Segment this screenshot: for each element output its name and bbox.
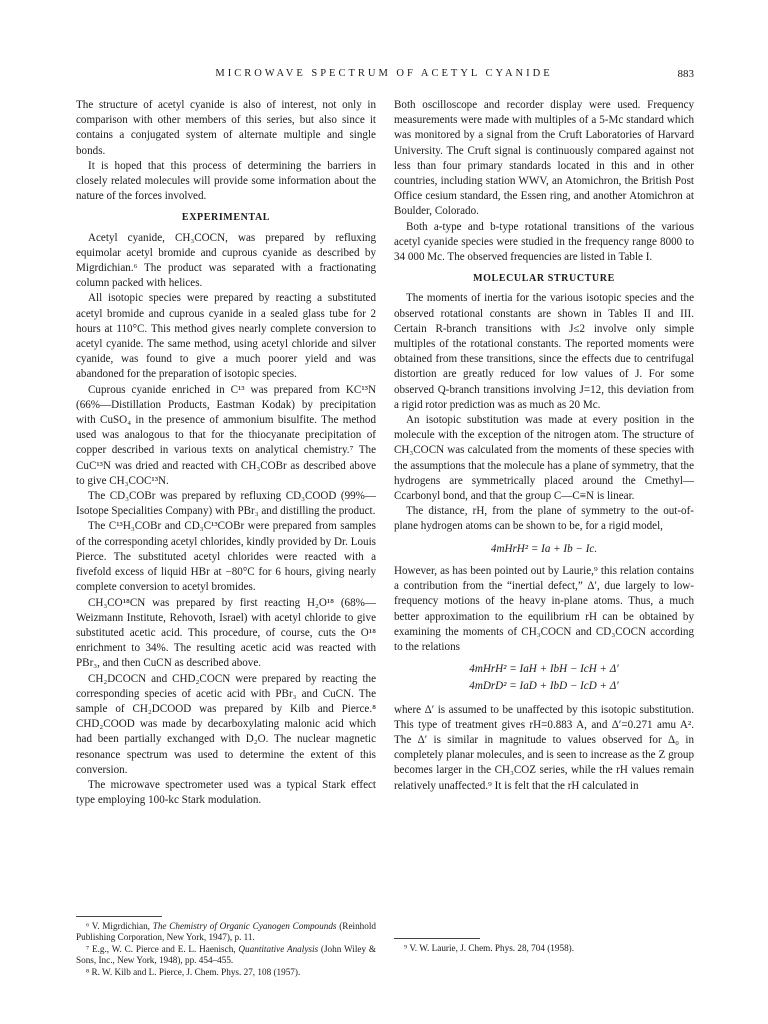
running-title: MICROWAVE SPECTRUM OF ACETYL CYANIDE	[215, 68, 553, 79]
paragraph: The microwave spectrometer used was a typical Stark effect type employing 100-kc Stark modulation.	[76, 778, 376, 807]
footnotes-left	[76, 916, 376, 978]
section-heading-molecular-structure: MOLECULAR STRUCTURE	[473, 273, 615, 285]
equation-2: 4mHrH² = IaH + IbH − IcH + Δ′	[469, 663, 619, 676]
equation-3: 4mDrD² = IaD + IbD − IcD + Δ′	[469, 680, 619, 693]
paragraph: The C¹³H₃COBr and CD₃C¹³COBr were prepared from samples of the corresponding acetyl chlorides, kindly provided by Dr. Louis Pierce. The substituted acetyl chlorides were reacted with a fivefold excess of liquid HBr at −80°C for 6 hours, giving nearly complete conversion to acetyl bromides.	[76, 520, 376, 594]
paragraph: The structure of acetyl cyanide is also of interest, not only in comparison with other members of this series, but also since it contains a conjugated system of alternate multiple and single bonds.	[76, 99, 376, 157]
paragraph: CH₃CO¹⁸CN was prepared by first reacting H₂O¹⁸ (68%—Weizmann Institute, Rehovoth, Israel) with acetyl chloride to give substituted acetic acid. This procedure, of course, cuts the O¹⁸ enrichment to 34%. The resulting acetic acid was reacted with PBr₃, and then CuCN as described above.	[76, 596, 376, 670]
footnotes-right	[394, 938, 694, 954]
paragraph: Both oscilloscope and recorder display were used. Frequency measurements were made with multiples of a 5-Mc standard which was monitored by a signal from the Cruft Laboratories of Harvard University. The Cruft signal is continuously compared against not less than four primary standards located in this and in other countries, including station WWV, an Atomichron, the British Post Office cesium standard, the Essen ring, and another Atomichron at Boulder, Colorado.	[394, 99, 694, 218]
equation-1: 4mHrH² = Ia + Ib − Ic.	[490, 542, 598, 555]
footnote-7: ⁷ E.g., W. C. Pierce and E. L. Haenisch, Quantitative Analysis (John Wiley & Sons, Inc., New York, 1948), pp. 454–455.	[76, 943, 376, 966]
paragraph: where Δ′ is assumed to be unaffected by this isotopic substitution. This type of treatment gives rH=0.883 A, and Δ′=0.271 amu A². The Δ′ is similar in magnitude to values observed for Δ₀ in completely planar molecules, and is seen to increase as the Z group becomes larger in the CH₃COZ series, while the rH values remain relatively unaffected.⁹ It is felt that the rH calculated in	[394, 703, 694, 792]
paragraph: An isotopic substitution was made at every position in the molecule with the exception of the nitrogen atom. The structure of CH₃COCN was calculated from the moments of these species with the assumptions that the molecule has a plane of symmetry, that the hydrogens are symmetrically placed around the Cmethyl—Ccarbonyl bond, and that the group C—C≡N is linear.	[394, 414, 694, 503]
paragraph: The distance, rH, from the plane of symmetry to the out-of-plane hydrogen atoms can be shown to be, for a rigid model,	[394, 505, 694, 533]
paragraph: Acetyl cyanide, CH₃COCN, was prepared by refluxing equimolar acetyl bromide and cuprous cyanide as described by Migrdichian.⁶ The product was separated with a fractionating column packed with helices.	[76, 231, 376, 290]
paragraph: The CD₃COBr was prepared by refluxing CD₃COOD (99%—Isotope Specialities Company) with PBr₃ and distilling the product.	[76, 490, 376, 518]
paragraph: It is hoped that this process of determining the barriers in closely related molecules will provide some information about the nature of the forces involved.	[76, 159, 376, 203]
paragraph: All isotopic species were prepared by reacting a substituted acetyl bromide and cuprous cyanide in a sealed glass tube for 2 hours at 110°C. This method gives nearly complete conversion to acetyl cyanide. The same method, using acetyl chloride and silver cyanide, was found to give a much poorer yield and was abandoned for the preparation of isotopic species.	[76, 292, 376, 381]
right-column	[394, 98, 694, 794]
paragraph: Cuprous cyanide enriched in C¹³ was prepared from KC¹³N (66%—Distillation Products, Eastman Kodak) by precipitation with CuSO₄ in the presence of ammonium bisulfite. The method used was analogous to that for the thiocyanate precipitation of copper described in various texts on analytical chemistry.⁷ The CuC¹³N was dried and reacted with CH₃COBr as described above to give CH₃COC¹³N.	[76, 383, 376, 487]
footnote-6: ⁶ V. Migrdichian, The Chemistry of Organic Cyanogen Compounds (Reinhold Publishing Corporation, New York, 1947), p. 11.	[76, 921, 376, 943]
left-column	[76, 98, 376, 808]
paragraph: CH₂DCOCN and CHD₂COCN were prepared by reacting the corresponding species of acetic acid with PBr₃ and CuCN. The sample of CH₂DCOOD was prepared by Kilb and Pierce.⁸ CHD₂COOD was made by decarboxylating malonic acid which had been partially exchanged with D₂O. The nuclear magnetic resonance spectrum was used to determine the extent of this conversion.	[76, 672, 376, 776]
page-number: 883	[677, 68, 694, 80]
paragraph: However, as has been pointed out by Laurie,⁹ this relation contains a contribution from the “inertial defect,” Δ′, due largely to low-frequency motions of the heavy in-plane atoms. Thus, a much better approximation to the equilibrium rH can be obtained by examining the moments of CH₃COCN and CD₃COCN according to the relations	[394, 564, 694, 653]
section-heading-experimental: EXPERIMENTAL	[181, 212, 271, 224]
footnote-9: ⁹ V. W. Laurie, J. Chem. Phys. 28, 704 (1958).	[404, 943, 575, 953]
paragraph: Both a-type and b-type rotational transitions of the various acetyl cyanide species were studied in the frequency range 8000 to 34 000 Mc. The observed frequencies are listed in Table I.	[394, 220, 694, 264]
footnote-8: ⁸ R. W. Kilb and L. Pierce, J. Chem. Phys. 27, 108 (1957).	[86, 966, 301, 977]
paragraph: The moments of inertia for the various isotopic species and the observed rotational constants are shown in Tables II and III. Certain R-branch transitions with J≤2 involve only simple multiples of the rotational constants. The reported moments were obtained from these transitions, since the effects due to centrifugal distortion are greatly reduced for low values of J. For some observed Q-branch transitions involving J=12, this deviation from a rigid rotor prediction was as much as 20 Mc.	[394, 292, 694, 411]
footnote-rule	[394, 938, 480, 939]
equation-block	[394, 662, 694, 694]
running-header	[0, 68, 768, 82]
footnote-rule	[76, 916, 162, 917]
